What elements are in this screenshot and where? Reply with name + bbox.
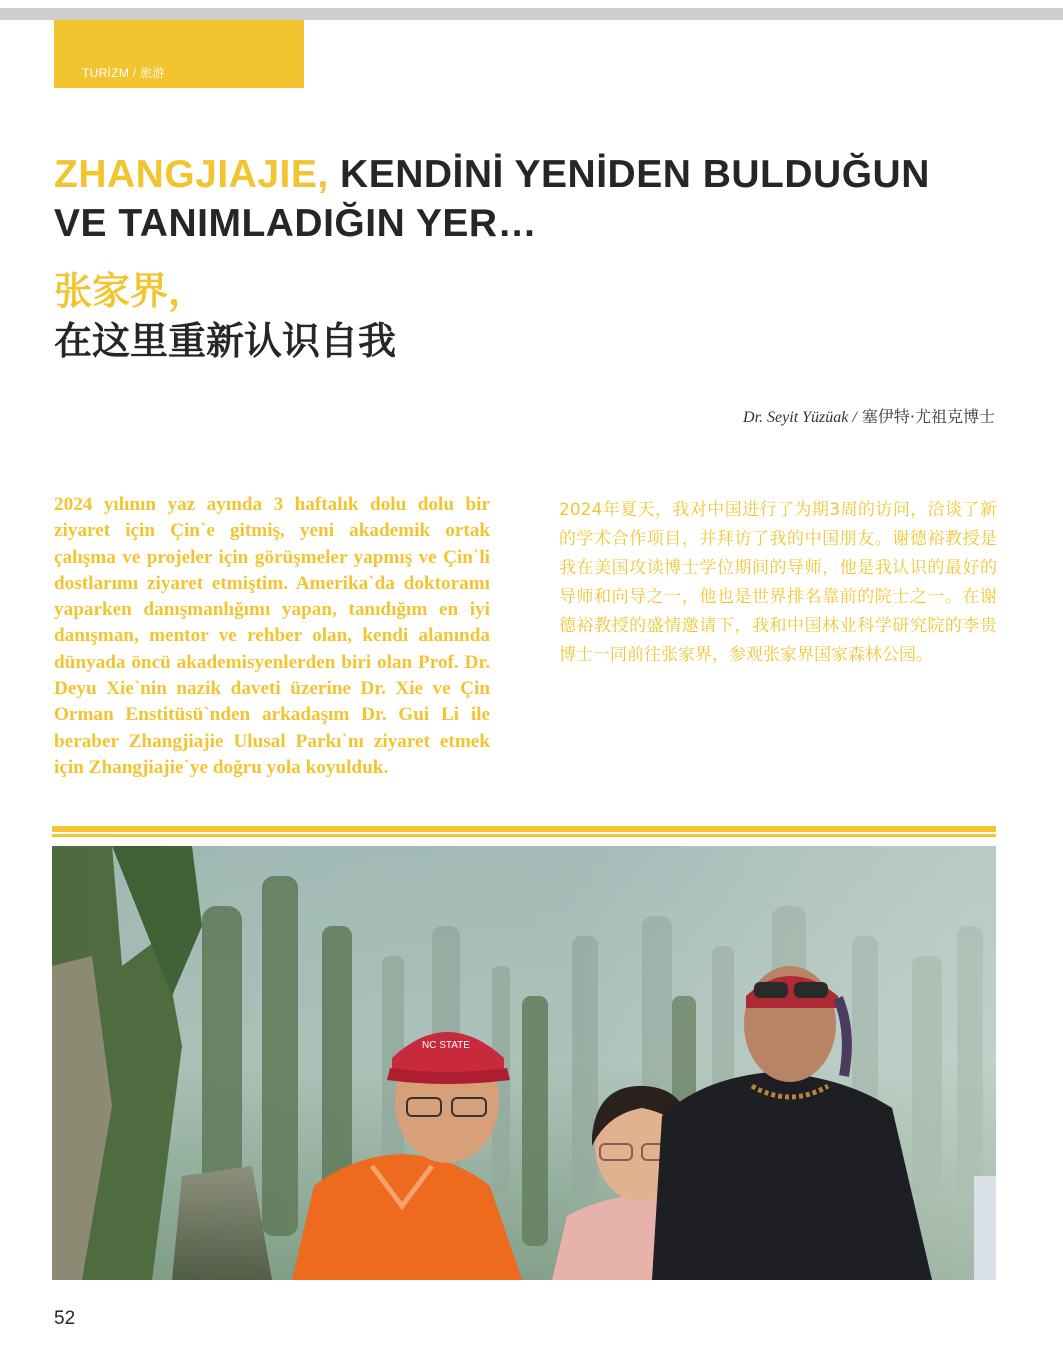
divider-thin bbox=[52, 834, 996, 837]
article-title-turkish bbox=[54, 150, 1014, 248]
page-number: 52 bbox=[54, 1308, 76, 1329]
author-name: Dr. Seyit Yüzüak / bbox=[743, 409, 857, 426]
divider-thick bbox=[52, 826, 996, 832]
group-photo bbox=[52, 846, 996, 1280]
author-name-chinese: 塞伊特·尤祖克博士 bbox=[856, 407, 995, 426]
author-byline bbox=[743, 404, 995, 427]
photo-illustration bbox=[52, 846, 996, 1280]
top-gray-bar bbox=[0, 8, 1063, 20]
article-title-chinese-line1: 张家界， bbox=[54, 269, 207, 313]
cap-text: NC STATE bbox=[422, 1040, 470, 1051]
article-title-chinese-line2: 在这里重新认识自我 bbox=[54, 319, 397, 363]
section-label: TURİZM / 旅游 bbox=[82, 66, 165, 80]
title-line2: VE TANIMLADIĞIN YER… bbox=[54, 202, 538, 245]
title-accent-word: ZHANGJIAJIE, bbox=[54, 153, 329, 196]
body-text-turkish: 2024 yılının yaz ayında 3 haftalık dolu dolu bir ziyaret için Çin`e gitmiş, yeni akademik ortak çalışma ve projeler için görüşmeler yapmış ve Çin`li dostlarımı ziyaret etmiştim. Amerika`da doktoramı yaparken danışmanlığımı yapan, tanıdığım en iyi danışman, mentor ve rehber olan, kendi alanında dünyada öncü akademisyenlerden biri olan Prof. Dr. Deyu Xie`nin nazik daveti üzerine Dr. Xie ve Çin Orman Enstitüsü`nden arkadaşım Dr. Gui Li ile beraber Zhangjiajie Ulusal Parkı`nı ziyaret etmek için Zhangjiajie`ye doğru yola koyulduk. bbox=[54, 494, 490, 778]
title-line1-rest: KENDİNİ YENİDEN BULDUĞUN bbox=[328, 153, 930, 196]
section-tab bbox=[54, 20, 304, 88]
body-text-chinese: 2024年夏天，我对中国进行了为期3周的访问，洽谈了新的学术合作项目，并拜访了我的中国朋友。谢德裕教授是我在美国攻读博士学位期间的导师，他是我认识的最好的导师和向导之一，他也是世界排名靠前的院士之一。在谢德裕教授的盛情邀请下，我和中国林业科学研究院的李贵博士一同前往张家界，参观张家界国家森林公园。 bbox=[559, 500, 997, 665]
